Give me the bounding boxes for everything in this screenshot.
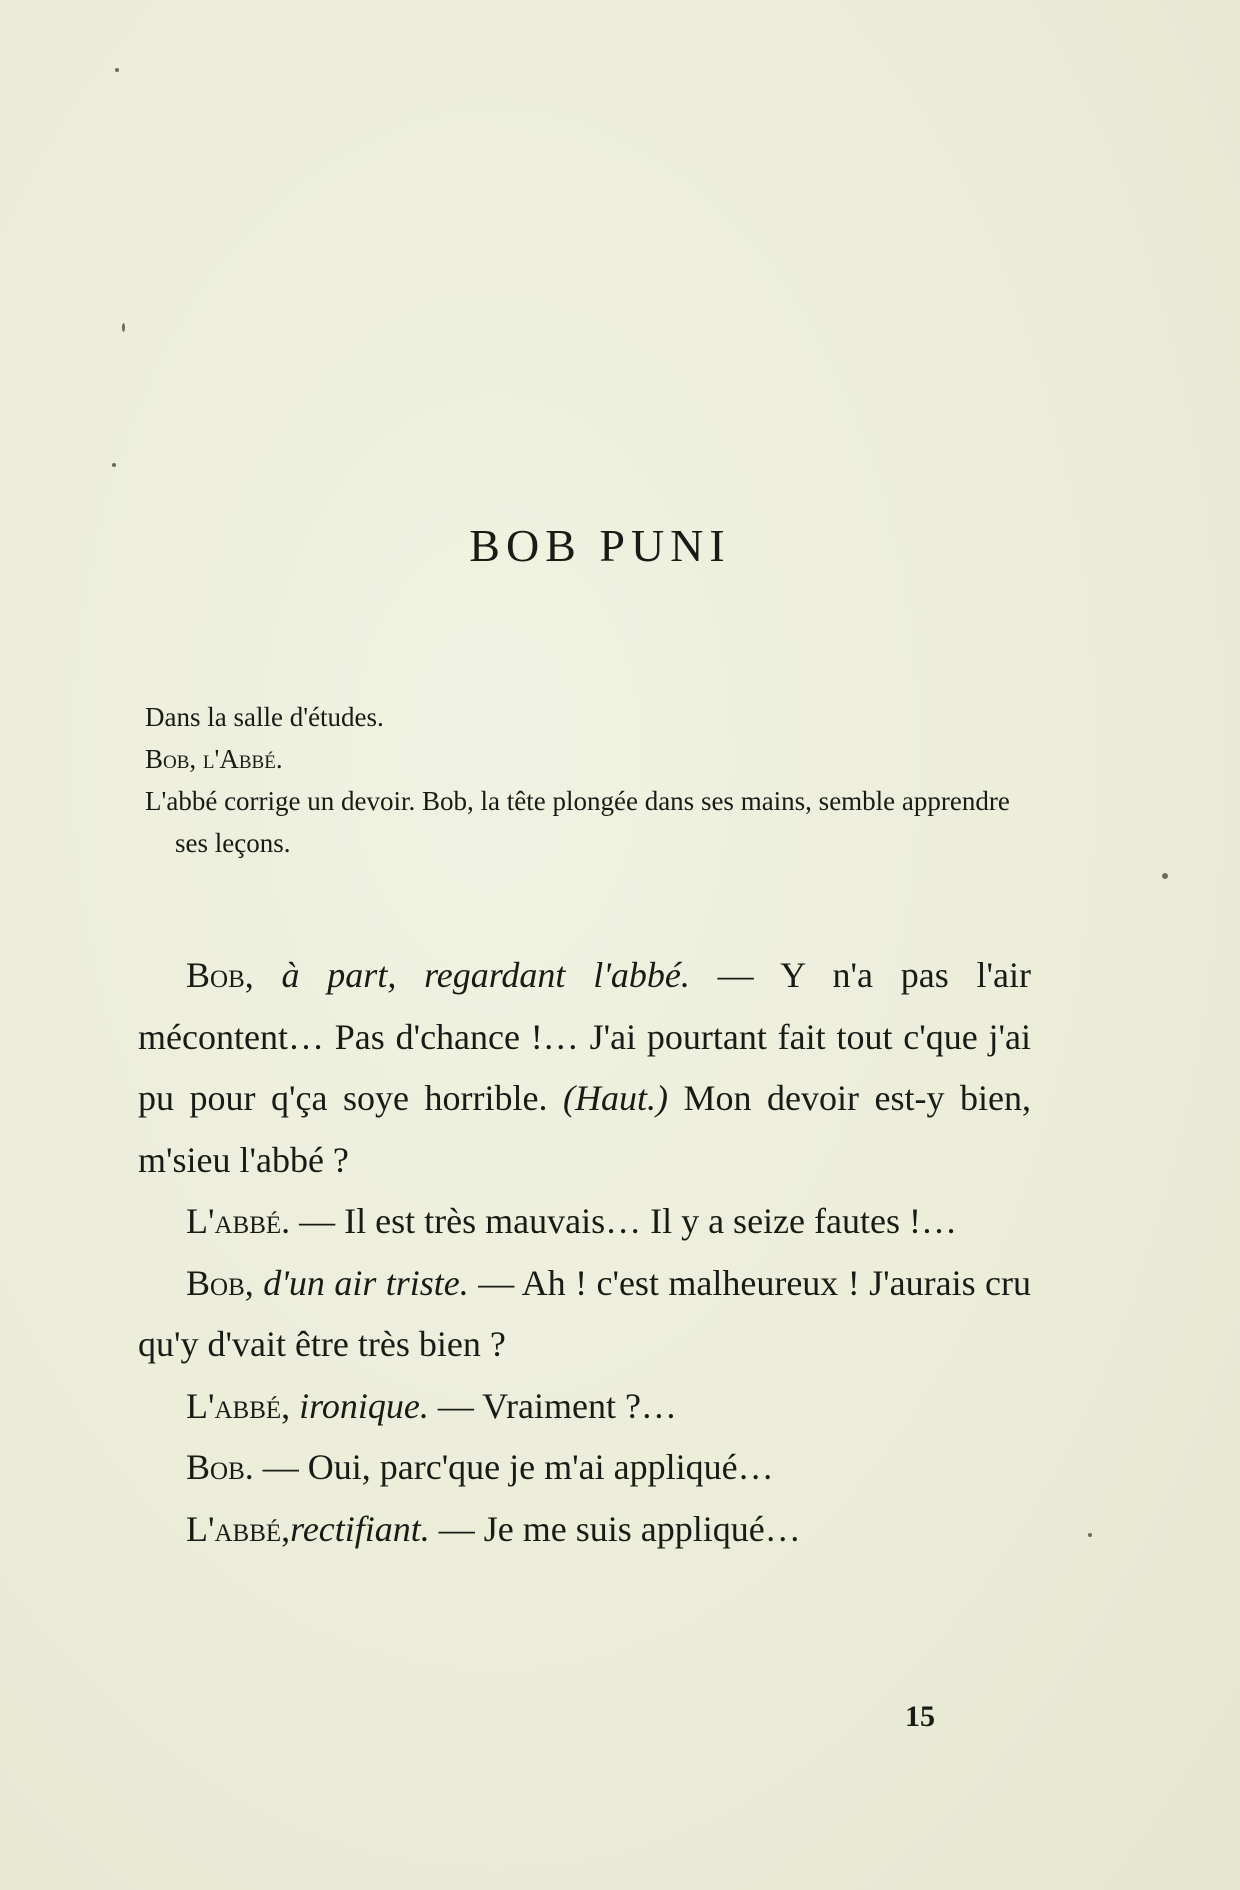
speaker-name: L'abbé: [186, 1201, 282, 1241]
stage-characters: Bob, l'Abbé.: [145, 744, 283, 774]
speaker-separator: ,: [244, 955, 282, 995]
dialogue-line: [138, 1191, 1031, 1253]
speaker-separator: ,: [281, 1385, 300, 1426]
line-text: . — Il est très mauvais… Il y a seize fautes !…: [281, 1201, 957, 1241]
line-text: Mon devoir est-y bien, m'sieu l'abbé ?: [138, 1078, 1031, 1180]
dialogue-line: [138, 945, 1031, 1191]
stage-aside: ironique.: [299, 1385, 429, 1426]
speaker-name: L'abbé: [186, 1385, 282, 1426]
paper-speck: [122, 323, 125, 332]
paper-speck: [115, 68, 119, 72]
line-text: . — Oui, parc'que je m'ai appliqué…: [244, 1447, 774, 1487]
speaker-separator: ,: [244, 1262, 264, 1303]
stage-directions: [145, 696, 1045, 864]
stage-direction: L'abbé corrige un devoir. Bob, la tête plongée dans ses mains, semble apprendre ses leçons.: [145, 786, 1010, 858]
stage-aside: (Haut.): [562, 1078, 668, 1118]
dialogue-line: [138, 1499, 1031, 1561]
page-title: BOB PUNI: [469, 519, 731, 571]
line-text: — Ah ! c'est malheureux ! J'aurais cru qu'y d'vait être très bien ?: [138, 1262, 1031, 1364]
dialogue: [138, 945, 1031, 1560]
paper-speck: [1088, 1533, 1092, 1537]
line-text: — Je me suis appliqué…: [429, 1508, 801, 1549]
line-text: — Y n'a pas l'air mécontent… Pas d'chance !… J'ai pourtant fait tout c'que j'ai pu pour q'ça soye horrible.: [138, 955, 1031, 1118]
paper-speck: [1162, 873, 1168, 879]
speaker-name: Bob: [186, 955, 245, 995]
paper-speck: [112, 463, 116, 467]
speaker-separator: ,: [281, 1508, 291, 1549]
dialogue-line: [138, 1376, 1031, 1438]
speaker-name: Bob: [186, 1447, 245, 1487]
stage-aside: d'un air triste.: [263, 1262, 469, 1303]
page-number: 15: [905, 1700, 935, 1733]
speaker-name: L'abbé: [186, 1508, 282, 1549]
stage-aside: à part, regardant l'abbé.: [281, 955, 690, 995]
speaker-name: Bob: [186, 1262, 245, 1303]
dialogue-line: [138, 1437, 1031, 1499]
line-text: — Vraiment ?…: [428, 1385, 677, 1426]
stage-setting: Dans la salle d'études.: [145, 702, 384, 732]
dialogue-line: [138, 1253, 1031, 1376]
stage-aside: rectifiant.: [290, 1508, 430, 1549]
